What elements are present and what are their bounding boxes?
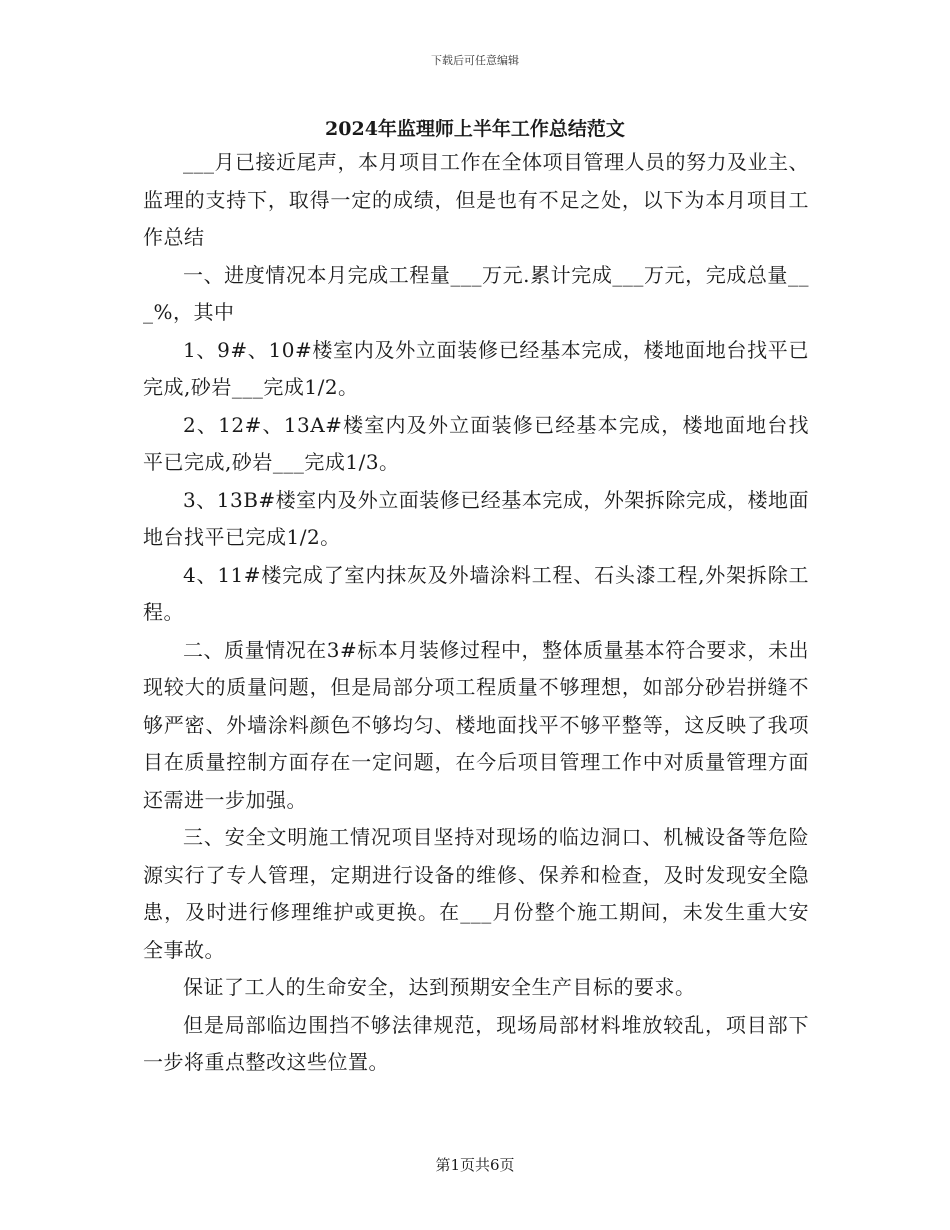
paragraph-item-3: 3、13B#楼室内及外立面装修已经基本完成，外架拆除完成，楼地面地台找平已完成1/2。 [143,487,809,549]
paragraph-improvement: 但是局部临边围挡不够法律规范，现场局部材料堆放较乱，项目部下一步将重点整改这些位置。 [143,1012,809,1074]
paragraph-item-1: 1、9#、10#楼室内及外立面装修已经基本完成，楼地面地台找平已完成,砂岩___完成1/2。 [143,337,809,399]
document-body [143,144,809,1082]
paragraph-safety-result: 保证了工人的生命安全，达到预期安全生产目标的要求。 [183,975,696,999]
page-header-note: 下载后可任意编辑 [431,54,519,67]
page-number: 第1页共6页 [435,1156,515,1174]
paragraph-quality: 二、质量情况在3#标本月装修过程中，整体质量基本符合要求，未出现较大的质量问题，但是局部分项工程质量不够理想，如部分砂岩拼缝不够严密、外墙涂料颜色不够均匀、楼地面找平不够平整等，这反映了我项目在质量控制方面存在一定问题，在今后项目管理工作中对质量管理方面还需进一步加强。 [143,637,809,812]
paragraph-safety: 三、安全文明施工情况项目坚持对现场的临边洞口、机械设备等危险源实行了专人管理，定期进行设备的维修、保养和检查，及时发现安全隐患，及时进行修理维护或更换。在___月份整个施工期间，未发生重大安全事故。 [143,825,809,962]
paragraph-item-2: 2、12#、13A#楼室内及外立面装修已经基本完成，楼地面地台找平已完成,砂岩___完成1/3。 [143,412,809,474]
document-title: 2024年监理师上半年工作总结范文 [325,118,625,140]
paragraph-intro: ___月已接近尾声，本月项目工作在全体项目管理人员的努力及业主、监理的支持下，取得一定的成绩，但是也有不足之处，以下为本月项目工作总结 [143,150,809,249]
paragraph-item-4: 4、11#楼完成了室内抹灰及外墙涂料工程、石头漆工程,外架拆除工程。 [143,562,809,624]
paragraph-progress: 一、进度情况本月完成工程量___万元.累计完成___万元，完成总量___%，其中 [143,262,809,324]
